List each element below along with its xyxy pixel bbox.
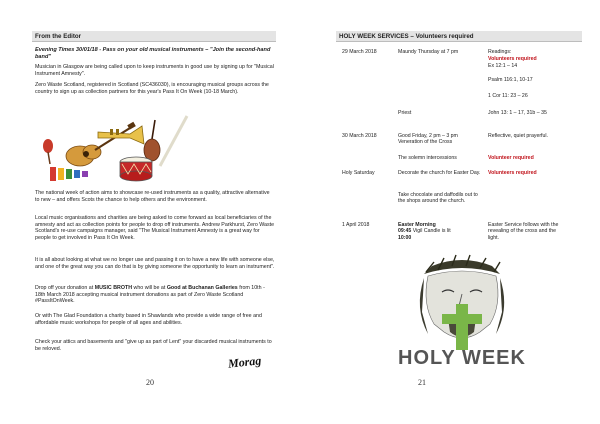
paragraph-4: Local music organisations and charities are being asked to come forward as local beneficiaries of the amnesty and act as collection points for people to drop off instruments. Andrew Parkhurst, Zero Waste Scotland's re-use campaigns manager, said "The Musical Instrument Amnesty is a great way for people to get involved in Pass It On Week. [35,215,275,241]
volunteers-required-3: Volunteers required [488,170,537,176]
row-service: Take chocolate and daffodils out to the shops around the church. [398,192,478,205]
venue-name: Good at Buchanan Galleries [166,285,238,291]
volunteers-required-1: Volunteers required [488,56,537,62]
xylophone-icon [50,167,88,181]
vigil-text: Vigil Candle is lit [411,228,451,235]
paragraph-1: Musician in Glasgow are being called upon to keep instruments in good use by signing up for "Musical Instrument Amnesty". [35,64,274,77]
paragraph-2: Zero Waste Scotland, registered in Scotland (SC436030), is encouraging musical groups across the country to sign up as collection partners for this year's Pass It On Week (10-18 March). [35,82,269,95]
maracas-icon [43,139,53,164]
reading-3: 1 Cor 11: 23 – 26 [488,93,528,99]
p6-text-e: from 10th - 18th March 2018 accepting musical instrument donations as part of Zero Waste Scotland #PassItOnWeek. [35,285,265,305]
holy-week-header: HOLY WEEK SERVICES – Volunteers required [336,31,582,42]
editor-signature: Morag [227,353,262,371]
paragraph-5: It is all about looking at what we no longer use and passing it on to have a new life with someone else, and one of the great way you can do that is by giving someone the opportunity to learn an instrument". [35,257,275,270]
row-service: Maundy Thursday at 7 pm [398,49,459,55]
row-service: The solemn intercessions [398,155,457,161]
readings-label: Readings: [488,49,512,55]
p6-text-a: Drop off your donation at [35,285,95,291]
violin-icon [144,120,160,161]
row-date: 1 April 2018 [342,222,370,228]
paragraph-6 [35,285,275,305]
row-service: Priest [398,110,412,116]
paragraph-8: Check your attics and basements and "give up as part of Lent" your discarded musical instruments to be reloved. [35,339,272,352]
row-note: Reflective, quiet prayerful. [488,133,548,139]
row-service [398,222,484,241]
holy-week-logo [362,252,560,372]
reading-1: Ex 12:1 – 14 [488,63,518,69]
musical-instruments-illustration [40,112,190,184]
page-number-right: 21 [418,378,426,387]
p6-text-c: who will be at [132,285,167,291]
paragraph-3: The national week of action aims to showcase re-used instruments as a quality, attractive alternative to new – and offers Scots the chance to help others and the environment. [35,190,270,203]
easter-morning-label: Easter Morning [398,222,436,228]
holy-week-logo-text: HOLY WEEK [398,347,526,369]
music-broth-name: MUSIC BROTH [94,285,133,291]
trumpet-icon [98,126,144,144]
service-time: 10:00 [398,234,412,241]
row-service: Decorate the church for Easter Day. [398,170,481,176]
article-headline: Evening Times 30/01/18 - Pass on your old musical instruments – "Join the second-hand band" [35,47,271,60]
drum-icon [120,157,152,181]
reading-2: Psalm 116:1, 10-17 [488,77,533,83]
editor-header: From the Editor [32,31,276,42]
paragraph-7: Or with The Glad Foundation a charity based in Shawlands who provide a wide range of free and affordable music workshops for people of all ages and abilities. [35,313,262,326]
row-date: Holy Saturday [342,170,375,176]
volunteer-required-2: Volunteer required [488,155,534,161]
vigil-time: 09:45 [398,228,412,235]
reading-4: John 13: 1 – 17, 31b – 35 [488,110,547,116]
page-number-left: 20 [146,378,154,387]
row-service: Good Friday, 2 pm – 3 pm Veneration of the Cross [398,133,458,146]
row-date: 29 March 2018 [342,49,377,55]
recorder-icon [160,116,187,166]
row-note: Easter Service follows with the revealing of the cross and the light. [488,222,559,241]
row-date: 30 March 2018 [342,133,377,139]
